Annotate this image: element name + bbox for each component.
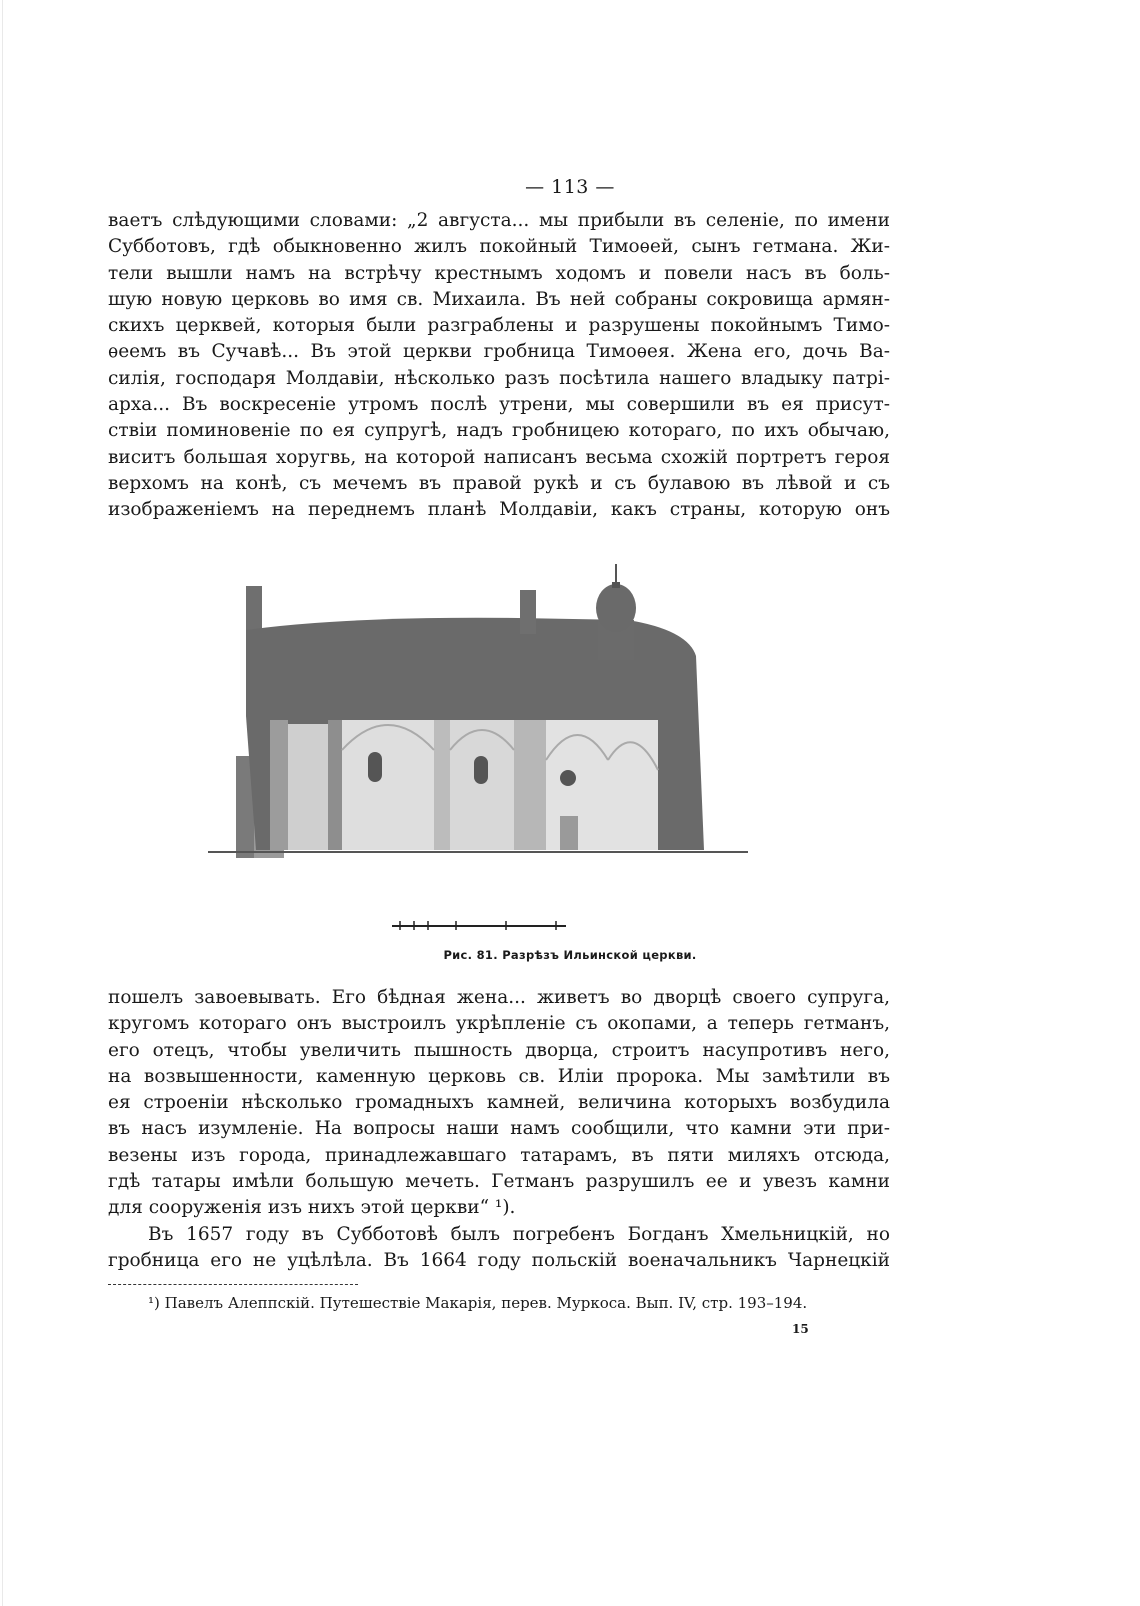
page-number: — 113 — [525, 176, 615, 198]
footnote-divider [108, 1284, 358, 1285]
scale-bar [390, 918, 570, 932]
text-line: Въ 1657 году въ Субботовѣ былъ погребенъ Богданъ Хмельницкій, но [148, 1223, 890, 1245]
text-line: пошелъ завоевывать. Его бѣдная жена... живетъ во дворцѣ своего супруга, [108, 987, 890, 1008]
text-line: его отецъ, чтобы увеличить пышность дворца, строитъ насупротивъ него, [108, 1039, 890, 1061]
text-line: Субботовъ, гдѣ обыкновенно жилъ покойный Тимоѳей, сынъ гетмана. Жи- [108, 236, 890, 258]
figure-caption: Рис. 81. Разрѣзъ Ильинской церкви. [443, 948, 697, 962]
paragraph-2 [108, 985, 890, 1274]
text-line: гдѣ татары имѣли большую мечеть. Гетманъ разрушилъ ее и увезъ камни [108, 1171, 890, 1193]
signature-mark: 15 [792, 1322, 809, 1336]
text-line: на возвышенности, каменную церковь св. Иліи пророка. Мы замѣтили въ [108, 1065, 890, 1087]
text-line: силія, господаря Молдавіи, нѣсколько разъ посѣтила нашего владыку патрі- [108, 367, 890, 389]
text-line: ствіи поминовеніе по ея супругѣ, надъ гробницею котораго, по ихъ обычаю, [108, 420, 890, 442]
text-line: виситъ большая хоругвь, на которой написанъ весьма схожій портретъ героя [108, 446, 890, 468]
text-line: ваетъ слѣдующими словами: „2 августа... мы прибыли въ селеніе, по имени [108, 210, 890, 231]
paragraph-1 [108, 208, 890, 524]
text-line: ея строеніи нѣсколько громадныхъ камней, величина которыхъ возбудила [108, 1092, 890, 1114]
text-line: кругомъ котораго онъ выстроилъ укрѣпленіе съ окопами, а теперь гетманъ, [108, 1013, 890, 1035]
text-line: для сооруженія изъ нихъ этой церкви“ ¹). [108, 1197, 516, 1219]
text-line: ѳеемъ въ Сучавѣ... Въ этой церкви гробница Тимоѳея. Жена его, дочь Ва- [108, 341, 890, 363]
text-line: везены изъ города, принадлежавшаго татарамъ, въ пяти миляхъ отсюда, [108, 1144, 890, 1166]
text-line: гробница его не уцѣлѣла. Въ 1664 году польскій военачальникъ Чарнецкій [108, 1249, 890, 1271]
text-line: шую новую церковь во имя св. Михаила. Въ ней собраны сокровища армян- [108, 288, 890, 310]
scan-edge-line [2, 0, 3, 1606]
text-line: верхомъ на конѣ, съ мечемъ въ правой рукѣ и съ булавою въ лѣвой и съ [108, 472, 890, 494]
footnote: ¹) Павелъ Алеппскій. Путешествіе Макарія, перев. Муркоса. Вып. IV, стр. 193–194. [148, 1294, 808, 1312]
text-line: арха... Въ воскресеніе утромъ послѣ утрени, мы совершили въ ея присут- [108, 394, 890, 416]
text-line: въ насъ изумленіе. На вопросы наши намъ сообщили, что камни эти при- [108, 1118, 890, 1140]
text-line: изображеніемъ на переднемъ планѣ Молдавіи, какъ страны, которую онъ [108, 499, 890, 521]
church-section-figure [208, 560, 768, 896]
text-line: тели вышли намъ на встрѣчу крестнымъ ходомъ и повели насъ въ боль- [108, 262, 890, 284]
text-line: скихъ церквей, которыя были разграблены и разрушены покойнымъ Тимо- [108, 315, 890, 337]
